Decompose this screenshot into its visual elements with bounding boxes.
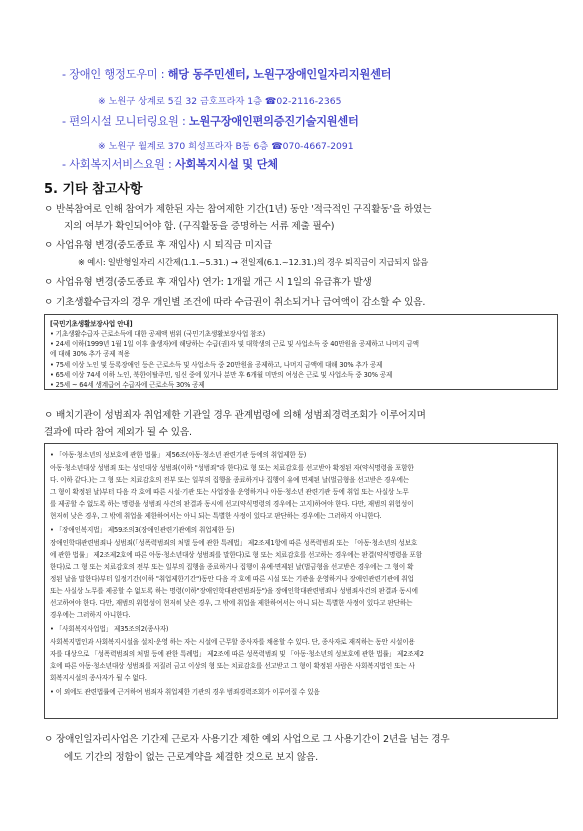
para-fixed-term-exception-cont: 에도 기간의 정함이 없는 근로계약을 체결한 것으로 보지 않음. bbox=[64, 752, 319, 763]
basic-livelihood-info-box bbox=[44, 314, 558, 390]
box-line: 경우에는 그러하지 아니한다. bbox=[50, 611, 131, 619]
para-fixed-term-exception: ㅇ 장애인일자리사업은 기간제 근로자 사용기간 제한 예외 사업으로 그 사용기간이 2년을 넘는 경우 bbox=[44, 734, 450, 745]
dash-item-social-service bbox=[62, 156, 278, 172]
box-line: • 75세 이상 노인 및 등록장애인 등은 근로소득 및 사업소득 중 20만원을 공제하고, 나머지 금액에 대해 30% 추가 공제 bbox=[50, 361, 383, 369]
para-severance-example: ※ 예시: 일반형일자리 시간제(1.1.~5.31.) → 전일제(6.1.~12.31.)의 경우 퇴직금이 지급되지 않음 bbox=[78, 257, 429, 267]
para-basic-livelihood: ㅇ 기초생활수급자의 경우 개인별 조건에 따라 수급권이 취소되거나 급여액이 감소할 수 있음. bbox=[44, 297, 426, 308]
box-title: [국민기초생활보장사업 안내] bbox=[50, 320, 133, 328]
section-heading: 5. 기타 참고사항 bbox=[44, 182, 143, 197]
dash-item-lead: - 편의시설 모니터링요원 : bbox=[62, 115, 189, 128]
box-line: 에 관한 법률」 제2조제2호에 따른 아동·청소년대상 성범죄를 말한다)로 형 또는 치료감호를 선고하는 경우에는 판결(약식명령을 포함 bbox=[50, 551, 422, 559]
box-line: 그 형이 확정된 날)부터 다음 각 호에 따른 시설·기관 또는 사업장을 운영하거나 아동·청소년 관련기관 등에 취업 또는 사실상 노무 bbox=[50, 488, 409, 496]
dash-item-lead: - 사회복지서비스요원 : bbox=[62, 158, 175, 171]
box-line: • 「사회복지사업법」 제35조의2(종사자) bbox=[50, 625, 169, 633]
para-repeat-participation: ㅇ 반복참여로 인해 참여가 제한된 자는 참여제한 기간(1년) 동안 '적극적인 구직활동'을 하였는 bbox=[44, 204, 432, 215]
para-repeat-participation-cont: 지의 여부가 확인되어야 함. (구직활동을 증명하는 서류 제출 필수) bbox=[64, 221, 335, 232]
dash-item-monitoring bbox=[62, 113, 359, 129]
box-line: • 이 외에도 관련법률에 근거하여 범죄자 취업제한 기관의 경우 범죄경력조회가 이루어질 수 있음 bbox=[50, 688, 320, 696]
para-sex-offender-check: ㅇ 배치기관이 성범죄자 취업제한 기관일 경우 관계법령에 의해 성범죄경력조회가 이루어지며 bbox=[44, 410, 426, 421]
dash-item-admin-helper bbox=[62, 66, 391, 82]
box-line: • 기초생활수급자 근로소득에 대한 공제액 범위 (국민기초생활보장사업 참조) bbox=[50, 330, 266, 338]
box-line: 선고하여야 한다. 다만, 재범의 위험성이 현저히 낮은 경우, 그 밖에 취업을 제한하여서는 아니 되는 특별한 사정이 있다고 판단하는 bbox=[50, 599, 413, 607]
box-line: • 65세 이상 74세 이하 노인, 북한이탈주민, 임신 중에 있거나 분만 후 6개월 미만의 여성은 근로 및 사업소득 중 30% 공제 bbox=[50, 371, 393, 379]
box-line: 를 제공할 수 없도록 하는 명령을 성범죄 사건의 판결과 동시에 선고(약식명령의 경우에는 고지)하여야 한다. 다만, 재범의 위험성이 bbox=[50, 500, 414, 508]
box-line: 한다)로 그 형 또는 치료감호의 전부 또는 일부의 집행을 종료하거나 집행이 유예·면제된 날(벌금형을 선고받은 경우에는 그 형이 확 bbox=[50, 563, 414, 571]
contact-line-2: ※ 노원구 월계로 370 희성프라자 B동 6층 ☎070-4667-2091 bbox=[98, 141, 354, 152]
box-line: 회복지시설의 종사자가 될 수 없다. bbox=[50, 674, 147, 682]
box-line: 아동·청소년대상 성범죄 또는 성인대상 성범죄(이하 "성범죄"라 한다)로 형 또는 치료감호를 선고받아 확정된 자(약식명령을 포함한 bbox=[50, 464, 414, 472]
box-line: 정된 날을 말한다)부터 일정기간(이하 "취업제한기간")동안 다음 각 호에 따른 시설 또는 기관을 운영하거나 장애인관련기관에 취업 bbox=[50, 575, 414, 583]
para-severance: ㅇ 사업유형 변경(중도종료 후 재입사) 시 퇴직금 미지급 bbox=[44, 240, 273, 251]
dash-item-text: 사회복지시설 및 단체 bbox=[174, 158, 278, 171]
dash-item-lead: - 장애인 행정도우미 : bbox=[62, 68, 168, 81]
box-line: • 「아동·청소년의 성보호에 관한 법률」 제56조(아동·청소년 관련기관 등에의 취업제한 등) bbox=[50, 451, 307, 459]
box-line: 장애인학대관련범죄나 성범죄(「성폭력범죄의 처벌 등에 관한 특례법」 제2조제1항에 따른 성폭력범죄 또는 「아동·청소년의 성보호 bbox=[50, 539, 418, 547]
box-line: 호에 따른 아동·청소년대상 성범죄를 저질러 금고 이상의 형 또는 치료감호를 선고받고 그 형이 확정된 사람은 사회복지법인 또는 사 bbox=[50, 662, 415, 670]
box-line: 현저히 낮은 경우, 그 밖에 취업을 제한하여서는 아니 되는 특별한 사정이 있다고 판단하는 경우에는 그러하지 아니한다. bbox=[50, 512, 382, 520]
box-line: 자를 대상으로 「성폭력범죄의 처벌 등에 관한 특례법」 제2조에 따른 성폭력범죄 및 「아동·청소년의 성보호에 관한 법률」 제2조제2 bbox=[50, 650, 424, 658]
box-line: • 「장애인복지법」 제59조의3(장애인관련기관에의 취업제한 등) bbox=[50, 526, 235, 534]
box-line: 사회복지법인과 사회복지시설을 설치·운영 하는 자는 시설에 근무할 종사자를 채용할 수 있다. 단, 종사자로 재직하는 동안 시설이용 bbox=[50, 638, 415, 646]
para-annual-leave: ㅇ 사업유형 변경(중도종료 후 재입사) 연가: 1개월 개근 시 1일의 유급휴가 발생 bbox=[44, 277, 372, 288]
para-sex-offender-check-cont: 결과에 따라 참여 제외가 될 수 있음. bbox=[44, 427, 192, 438]
employment-restriction-law-box bbox=[44, 443, 558, 719]
contact-line-1: ※ 노원구 상계로 5길 32 금호프라자 1층 ☎02-2116-2365 bbox=[98, 96, 342, 107]
box-line: 다. 이하 같다.)는 그 형 또는 치료감호의 전부 또는 일부의 집행을 종료하거나 집행이 유예 면제된 날(벌금형을 선고받은 경우에는 bbox=[50, 476, 410, 484]
box-line: 또는 사실상 노무를 제공할 수 없도록 하는 명령(이하"장애인학대관련범죄등")을 장애인학대관련범죄나 성범죄사건의 판결과 동시에 bbox=[50, 587, 418, 595]
box-line: • 25세 ~ 64세 생계급여 수급자에 근로소득 30% 공제 bbox=[50, 381, 205, 389]
box-line: 에 대해 30% 추가 공제 적용 bbox=[50, 350, 130, 358]
dash-item-text: 해당 동주민센터, 노원구장애인일자리지원센터 bbox=[167, 68, 392, 81]
box-line: • 24세 이하(1999년 1월 1일 이후 출생자)에 해당하는 수급(권)자 및 대학생의 근로 및 사업소득 중 40만원을 공제하고 나머지 금액 bbox=[50, 340, 419, 348]
dash-item-text: 노원구장애인편의증진기술지원센터 bbox=[188, 115, 359, 128]
